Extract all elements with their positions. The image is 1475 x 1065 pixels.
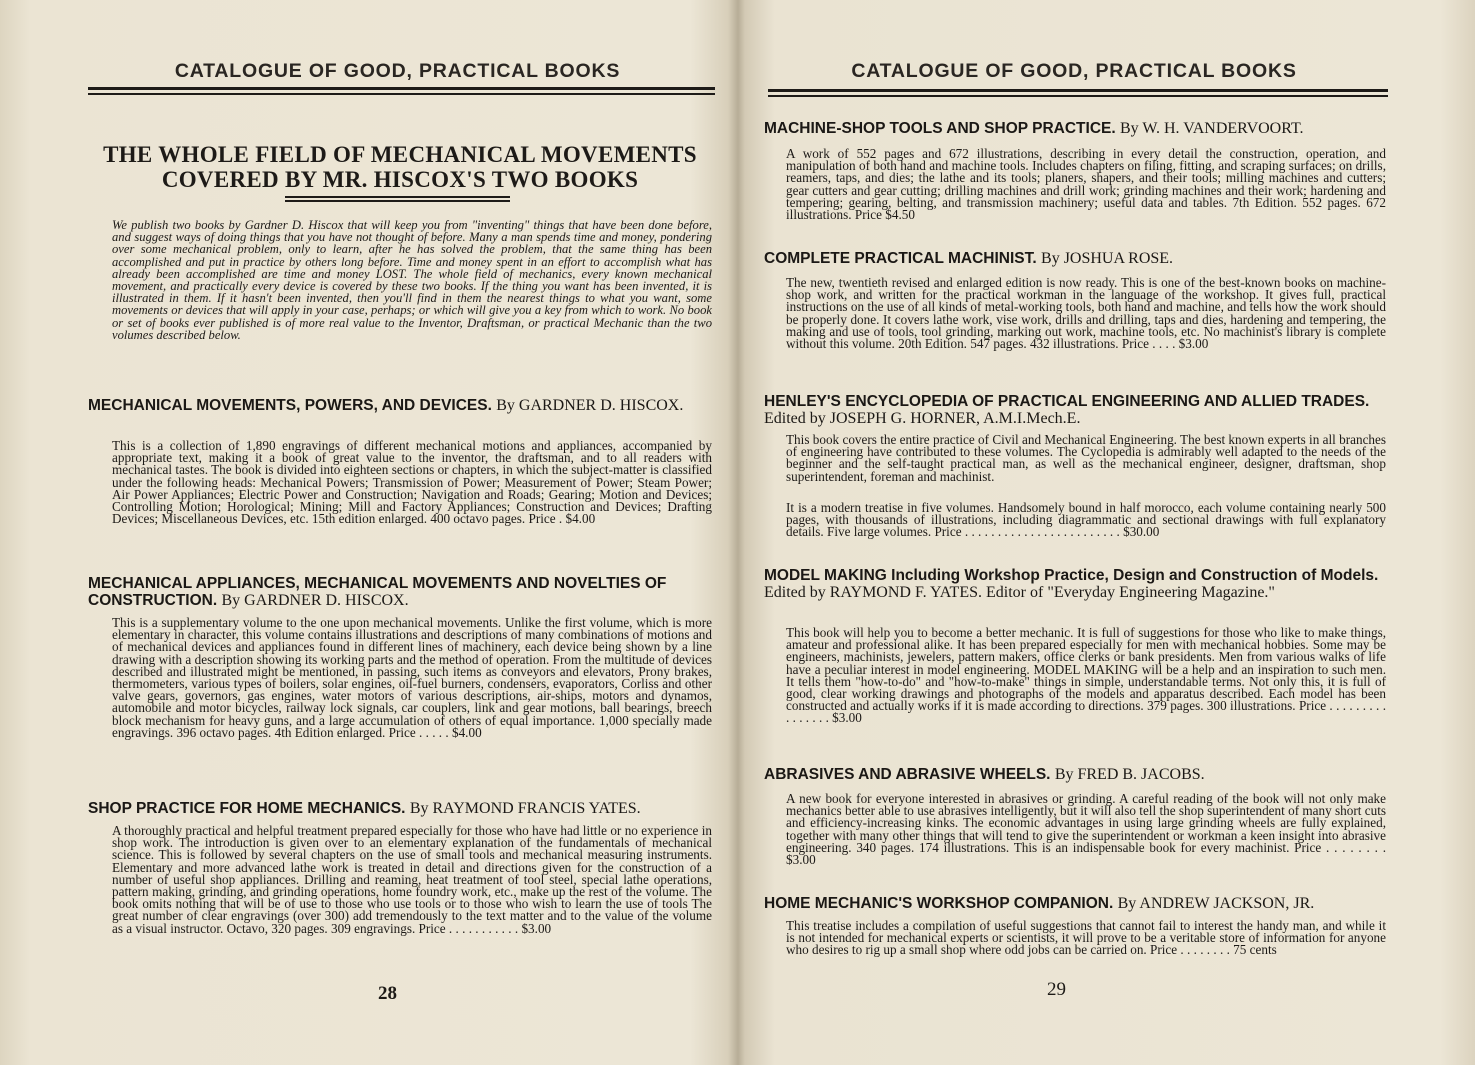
book-description: This is a collection of 1,890 engravings of different mechanical motions and appliances, accompanied by appropriate text, making it a book of great value to the inventor, the draftsman, and to all readers with mechanical tastes. The book is divided into eighteen sections or chapters, in which the subject-matter is classified under the following heads: Mechanical Powers; Transmission of Power; Measurement of Power; Steam Power; Air Power Appliances; Electric Power and Construction; Navigation and Roads; Gearing; Motion and Devices; Controlling Motion; Horological; Mining; Mill and Factory Appliances; Construction and Devices; Drafting Devices; Miscellaneous Devices, etc. 15th edition enlarged. 400 octavo pages. Price . $4.00 — [112, 438, 712, 527]
book-description-continued: It is a modern treatise in five volumes. Handsomely bound in half morocco, each volume containing nearly 500 pages, with thousands of illustrations, including diagrammatic and sectional drawings with full explanatory details. Five large volumes. Price . . . . . . . . . . . . . . . . . . . . . . . . $30.00 — [786, 500, 1386, 540]
header-rule — [768, 95, 1388, 97]
left-page — [80, 0, 715, 1065]
book-description: This book will help you to become a better mechanic. It is full of suggestions for those who like to make things, amateur and professional alike. It has been prepared especially for men with mechanical hobbies. Some may be engineers, machinists, jewelers, pattern makers, office clerks or bank presidents. Men from various walks of life have a peculiar interest in model engineering. MODEL MAKING will be a help and an inspiration to such men. It tells them "how-to-do" and "how-to-make" things in simple, understandable terms. Not only this, it is full of good, clear working drawings and photographs of the models and apparatus described. Each model has been constructed and actually works if it is made according to directions. 379 pages. 300 illustrations. Price . . . . . . . . . . . . . . . . $3.00 — [786, 625, 1386, 726]
page-number: 28 — [378, 983, 397, 1004]
book-byline: Edited by JOSEPH G. HORNER, A.M.I.Mech.E. — [764, 409, 1081, 427]
book-description: The new, twentieth revised and enlarged edition is now ready. This is one of the best-known books on machine-shop work, and written for the practical workman in the language of the workshop. It gives full, practical instructions on the use of all kinds of metal-working tools, both hand and machine, and tells how the work should be properly done. It covers lathe work, vise work, drills and drilling, taps and dies, hardening and tempering, the making and use of tools, tool grinding, marking out work, machine tools, etc. No machinist's library is complete without this volume. 20th Edition. 547 pages. 432 illustrations. Price . . . . $3.00 — [786, 275, 1386, 352]
running-head: CATALOGUE OF GOOD, PRACTICAL BOOKS — [174, 60, 621, 82]
book-description: A work of 552 pages and 672 illustrations, describing in every detail the construction, operation, and manipulation of both hand and machine tools. Includes chapters on filing, fitting, and scraping surfaces; on drills, reamers, taps, and dies; the lathe and its tools; planers, shapers, and their tools; milling machines and cutters; gear cutters and gear cutting; drilling machines and drill work; grinding machines and their work; hardening and tempering; gearing, belting, and transmission machinery; useful data and tables. 7th Edition. 552 pages. 672 illustrations. Price $4.50 — [786, 146, 1386, 223]
section-title: THE WHOLE FIELD OF MECHANICAL MOVEMENTS COVERED BY MR. HISCOX'S TWO BOOKS — [103, 142, 697, 192]
book-title: MECHANICAL MOVEMENTS, POWERS, AND DEVICES. — [88, 397, 492, 414]
right-page — [760, 0, 1388, 1065]
book-heading — [764, 767, 1388, 784]
book-title: COMPLETE PRACTICAL MACHINIST. — [764, 250, 1037, 267]
header-rule — [768, 89, 1388, 92]
page-number: 29 — [1047, 979, 1066, 1000]
book-title: ABRASIVES AND ABRASIVE WHEELS. — [764, 766, 1051, 783]
book-title: SHOP PRACTICE FOR HOME MECHANICS. — [88, 800, 406, 817]
book-description: This treatise includes a compilation of useful suggestions that cannot fail to interest the handy man, and while it is not intended for mechanical experts or scientists, it will prove to be a veritable store of information for anyone who desires to rig up a small shop where odd jobs can be carried on. Price . . . . . . . . 75 cents — [786, 918, 1386, 958]
book-byline: By FRED B. JACOBS. — [1054, 766, 1205, 783]
book-heading — [88, 576, 718, 609]
book-description: This book covers the entire practice of Civil and Mechanical Engineering. The best known experts in all branches of engineering have contributed to these volumes. The Cyclopedia is admirably well adapted to the needs of the beginner and the self-taught practical man, as well as the mechanical engineer, designer, draftsman, shop superintendent, foreman and machinist. — [786, 432, 1386, 484]
book-heading — [764, 394, 1388, 427]
book-byline: By W. H. VANDERVOORT. — [1119, 120, 1304, 137]
book-byline: Edited by RAYMOND F. YATES. Editor of "Everyday Engineering Magazine." — [764, 583, 1275, 601]
book-title: HENLEY'S ENCYCLOPEDIA OF PRACTICAL ENGINEERING AND ALLIED TRADES. — [764, 393, 1370, 410]
book-description: A new book for everyone interested in abrasives or grinding. A careful reading of the book will not only make mechanics better able to use abrasives intelligently, but it will also tell the shop superintendent of many short cuts and efficiency-increasing kinks. The economic advantages in using large grinding wheels are fully explained, together with many other things that will tend to give the superintendent or workman a keen insight into abrasive engineering. 340 pages. 174 illustrations. This is an indispensable book for every machinist. Price . . . . . . . . $3.00 — [786, 791, 1386, 868]
book-byline: By JOSHUA ROSE. — [1041, 250, 1174, 267]
book-description: A thoroughly practical and helpful treatment prepared especially for those who have had little or no experience in shop work. The introduction is given over to an elementary explanation of the fundamentals of mechanical science. This is followed by several chapters on the use of small tools and mechanical measuring instruments. Elementary and more advanced lathe work is treated in detail and directions given for the construction of a number of useful shop appliances. Drilling and reaming, heat treatment of tool steel, special lathe operations, pattern making, grinding, and grinding operations, home foundry work, etc., make up the rest of the volume. The book omits nothing that will be of use to those who use tools or to those who wish to learn the use of tools The great number of clear engravings (over 300) add tremendously to the text matter and to the value of the volume as a visual instructor. Octavo, 320 pages. 309 engravings. Price . . . . . . . . . . . $3.00 — [112, 823, 712, 936]
book-heading — [764, 568, 1388, 601]
book-byline: By RAYMOND FRANCIS YATES. — [409, 800, 641, 817]
intro-paragraph: We publish two books by Gardner D. Hiscox that will keep you from "inventing" things that have been done before, and suggest ways of doing things that you have not thought of before. Many a man spends time and money, pondering over some mechanical problem, only to learn, after he has solved the problem, that the same thing has been accomplished and put in practice by others long before. Time and money spent in an effort to accomplish what has already been accomplished are time and money LOST. The whole field of mechanics, every known mechanical movement, and practically every device is covered by these two books. If the thing you want has been invented, it is illustrated in them. If it hasn't been invented, then you'll find in them the nearest things to what you want, some movements or devices that will apply in your case, perhaps; or which will give you a key from which to work. No book or set of books ever published is of more real value to the Inventor, Draftsman, or practical Mechanic than the two volumes described below. — [112, 218, 712, 342]
header-rule — [88, 93, 715, 95]
book-title: HOME MECHANIC'S WORKSHOP COMPANION. — [764, 895, 1114, 912]
title-rule — [285, 200, 510, 202]
running-head: CATALOGUE OF GOOD, PRACTICAL BOOKS — [851, 60, 1297, 82]
book-heading — [764, 251, 1388, 268]
book-byline: By GARDNER D. HISCOX. — [221, 591, 409, 609]
book-heading — [88, 801, 718, 818]
title-rule — [285, 196, 510, 198]
book-heading — [764, 896, 1388, 913]
book-byline: By GARDNER D. HISCOX. — [496, 397, 684, 414]
header-rule — [88, 87, 715, 90]
book-heading — [764, 121, 1388, 138]
book-heading — [88, 398, 718, 415]
book-title: MODEL MAKING Including Workshop Practice, Design and Construction of Models. — [764, 567, 1379, 584]
book-title: MACHINE-SHOP TOOLS AND SHOP PRACTICE. — [764, 120, 1116, 137]
book-title: MECHANICAL APPLIANCES, MECHANICAL MOVEMENTS AND NOVELTIES OF CONSTRUCTION. — [88, 575, 667, 609]
book-byline: By ANDREW JACKSON, JR. — [1117, 895, 1315, 912]
book-description: This is a supplementary volume to the one upon mechanical movements. Unlike the first volume, which is more elementary in character, this volume contains illustrations and descriptions of many combinations of motions and of mechanical devices and appliances found in different lines of machinery, each device being shown by a line drawing with a description showing its working parts and the method of operation. From the multitude of devices described and illustrated might be mentioned, in passing, such items as conveyors and elevators, Prony brakes, thermometers, various types of boilers, solar engines, oil-fuel burners, condensers, evaporators, Corliss and other valve gears, governors, gas engines, water motors of various descriptions, air-ships, motors and dynamos, automobile and motor bicycles, railway lock signals, car couplers, link and gear motions, ball bearings, breech block mechanism for heavy guns, and a large accumulation of others of equal importance. 1,000 specially made engravings. 396 octavo pages. 4th Edition enlarged. Price . . . . . $4.00 — [112, 615, 712, 740]
